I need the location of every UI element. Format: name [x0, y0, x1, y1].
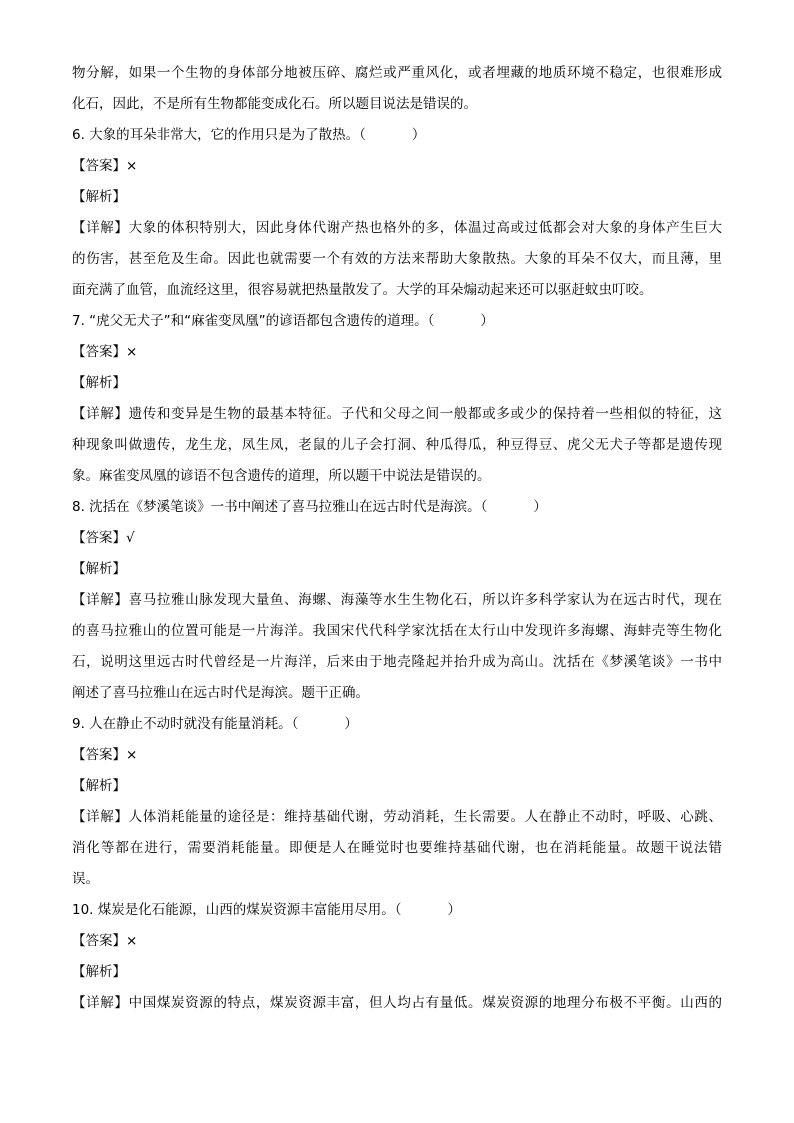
- question-text: 10. 煤炭是化石能源，山西的煤炭资源丰富能用尽用。（ ）: [72, 902, 462, 918]
- question-text: 8. 沈括在《梦溪笔谈》一书中阐述了喜马拉雅山在远古时代是海滨。（ ）: [72, 499, 547, 515]
- analysis-label: 【解析】: [72, 964, 126, 980]
- answer-label: 【答案】×: [72, 747, 138, 763]
- answer-label: 【答案】√: [72, 530, 135, 546]
- analysis-label: 【解析】: [72, 375, 126, 391]
- detail-line: 【详解】大象的体积特别大，因此身体代谢产热也格外的多，体温过高或过低都会对大象的身体产生巨大: [72, 220, 722, 236]
- detail-line: 的伤害，甚至危及生命。因此也就需要一个有效的方法来帮助大象散热。大象的耳朵不仅大，而且薄，里: [72, 251, 722, 267]
- question-item-10: [72, 895, 722, 1019]
- analysis-label: 【解析】: [72, 778, 126, 794]
- detail-line: 【详解】人体消耗能量的途径是：维持基础代谢，劳动消耗，生长需要。人在静止不动时，呼吸、心跳、: [72, 809, 722, 825]
- question-item-8: [72, 492, 722, 709]
- answer-label: 【答案】×: [72, 344, 138, 360]
- question-text: 6. 大象的耳朵非常大，它的作用只是为了散热。（ ）: [72, 127, 426, 143]
- detail-line: 消化等都在进行，需要消耗能量。即便是人在睡觉时也要维持基础代谢，也在消耗能量。故题干说法错: [72, 840, 722, 856]
- answer-label: 【答案】×: [72, 158, 138, 174]
- detail-line: 象。麻雀变凤凰的谚语不包含遗传的道理，所以题干中说法是错误的。: [72, 468, 491, 484]
- detail-line: 【详解】遗传和变异是生物的最基本特征。子代和父母之间一般都或多或少的保持着一些相似的特征，这: [72, 406, 722, 422]
- answer-label: 【答案】×: [72, 933, 138, 949]
- detail-line: 阐述了喜马拉雅山在远古时代是海滨。题干正确。: [72, 685, 369, 701]
- question-text: 9. 人在静止不动时就没有能量消耗。（ ）: [72, 716, 358, 732]
- question-text: 7. “虎父无犬子”和“麻雀变凤凰”的谚语都包含遗传的道理。（ ）: [72, 313, 494, 329]
- question-item-9: [72, 709, 722, 895]
- paragraph-line: 物分解，如果一个生物的身体部分地被压碎、腐烂或严重风化，或者埋藏的地质环境不稳定，也很难形成: [72, 65, 722, 81]
- detail-line: 面充满了血管，血流经这里，很容易就把热量散发了。大学的耳朵煽动起来还可以驱赶蚊虫叮咬。: [72, 282, 653, 298]
- detail-line: 误。: [72, 871, 99, 887]
- intro-paragraph: [72, 58, 722, 120]
- detail-line: 石，说明这里远古时代曾经是一片海洋，后来由于地壳隆起并抬升成为高山。沈括在《梦溪笔谈》一书中: [72, 654, 722, 670]
- detail-line: 的喜马拉雅山的位置可能是一片海洋。我国宋代代科学家沈括在太行山中发现许多海螺、海蚌壳等生物化: [72, 623, 722, 639]
- paragraph-line: 化石，因此，不是所有生物都能变成化石。所以题目说法是错误的。: [72, 96, 477, 112]
- document-page: [72, 58, 722, 1019]
- question-item-6: [72, 120, 722, 306]
- analysis-label: 【解析】: [72, 561, 126, 577]
- question-item-7: [72, 306, 722, 492]
- analysis-label: 【解析】: [72, 189, 126, 205]
- detail-line: 【详解】中国煤炭资源的特点，煤炭资源丰富，但人均占有量低。煤炭资源的地理分布极不平衡。山西的: [72, 995, 722, 1011]
- detail-line: 【详解】喜马拉雅山脉发现大量鱼、海螺、海藻等水生生物化石，所以许多科学家认为在远古时代，现在: [72, 592, 722, 608]
- detail-line: 种现象叫做遗传，龙生龙，凤生凤，老鼠的儿子会打洞、种瓜得瓜，种豆得豆、虎父无犬子等都是遗传现: [72, 437, 722, 453]
